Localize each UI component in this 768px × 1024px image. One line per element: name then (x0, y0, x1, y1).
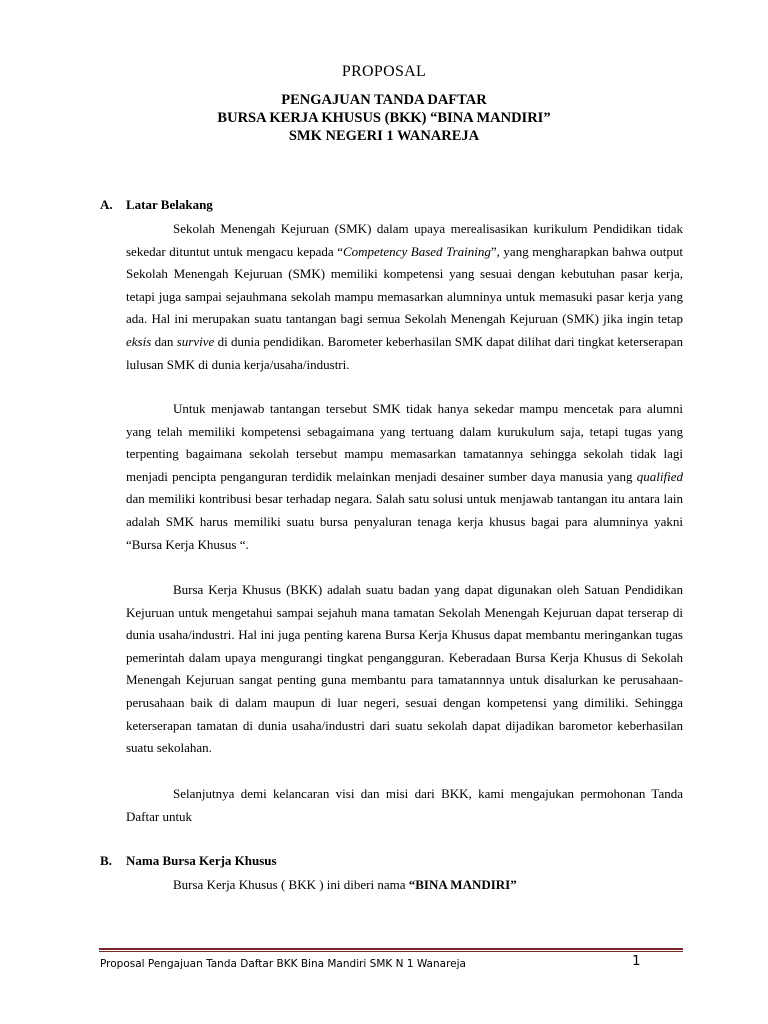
p2-text-1: Untuk menjawab tantangan tersebut SMK tidak hanya sekedar mampu mencetak para alumni yang telah memiliki kompetensi sebagaimana yang tertuang dalam kurukulum saja, tetapi tugas yang terpenting bagaimana sekolah tersebut mampu memasarkan tamatannya sehingga sekolah tidak lagi menjadi pencipta penganguran terdidik melainkan menjadi desainer sumber daya manusia yang (126, 401, 683, 484)
p1-italic-1: Competency Based Training (342, 243, 491, 259)
subtitle-line-1: PENGAJUAN TANDA DAFTAR (281, 92, 487, 108)
p1-text-3: dan (151, 333, 177, 349)
bkk-name: “BINA MANDIRI” (408, 877, 517, 892)
p2-text-2: dan memiliki kontribusi besar terhadap negara. Salah satu solusi untuk menjawab tantangan itu antara lain adalah SMK harus memiliki suatu bursa penyaluran tenaga kerja khusus bagai para alumninya yakni “Bursa Kerja Khusus “. (126, 491, 683, 552)
document-title: PROPOSAL (341, 63, 427, 80)
section-a-letter: A. (100, 197, 113, 212)
p2-italic-1: qualified (636, 468, 683, 484)
p1-italic-2: eksis (126, 333, 152, 349)
footer-rule-thin (99, 951, 683, 952)
section-b-letter: B. (100, 853, 112, 868)
paragraph-2 (126, 398, 683, 556)
section-b-text (126, 874, 683, 897)
p1-italic-3: survive (176, 333, 215, 349)
section-b-title: Nama Bursa Kerja Khusus (126, 853, 277, 868)
section-a-heading (100, 197, 213, 213)
footer-text: Proposal Pengajuan Tanda Daftar BKK Bina Mandiri SMK N 1 Wanareja (100, 958, 466, 970)
p1-text-1: Sekolah Menengah Kejuruan (SMK) dalam upaya merealisasikan kurikulum Pendidikan tidak sekedar dituntut untuk mengacu kepada “ (126, 221, 683, 259)
footer-rule-thick (99, 948, 683, 950)
section-b-heading (100, 853, 277, 869)
section-a-title: Latar Belakang (126, 197, 213, 212)
subtitle-line-2: BURSA KERJA KHUSUS (BKK) “BINA MANDIRI” (217, 110, 551, 126)
section-b-sentence: Bursa Kerja Khusus ( BKK ) ini diberi nama (173, 877, 409, 892)
paragraph-1 (126, 218, 683, 376)
footer-rule (99, 948, 683, 953)
p1-text-4: di dunia pendidikan. Barometer keberhasilan SMK dapat dilihat dari tingkat keterserapan lulusan SMK di dunia kerja/usaha/industri. (126, 333, 683, 372)
paragraph-3: Bursa Kerja Khusus (BKK) adalah suatu badan yang dapat digunakan oleh Satuan Pendidikan Kejuruan untuk mengetahui sampai sejahuh mana tamatan Sekolah Menengah Kejuruan dapat terserap di dunia usaha/industri. Hal ini juga penting karena Bursa Kerja Khusus dapat membantu meringankan tugas pemerintah dalam upaya mengurangi tingkat pengangguran. Keberadaan Bursa Kerja Khusus di Sekolah Menengah Kejuruan sangat penting guna membantu para tamatannnya untuk disalurkan ke perusahaan-perusahaan baik di dalam maupun di luar negeri, sesuai dengan kompetensi yang dimiliki. Sehingga keterserapan tamatan di dunia usaha/industri dari suatu sekolah dapat dijadikan barometor keberhasilan suatu sekolahan. (126, 582, 683, 756)
subtitle-line-3: SMK NEGERI 1 WANAREJA (288, 128, 480, 144)
page-number: 1 (632, 953, 641, 969)
p1-text-2: ”, yang mengharapkan bahwa output Sekolah Menengah Kejuruan (SMK) memiliki kompetensi yang sesuai dengan kebutuhan pasar kerja, tetapi juga sampai sejauhmana sekolah mampu memasarkan alumninya untuk memasuki pasar kerja yang ada. Hal ini merupakan suatu tantangan bagi semua Sekolah Menengah Kejuruan (SMK) jika ingin tetap (126, 243, 683, 327)
paragraph-4: Selanjutnya demi kelancaran visi dan misi dari BKK, kami mengajukan permohonan Tanda Daftar untuk (126, 786, 683, 824)
